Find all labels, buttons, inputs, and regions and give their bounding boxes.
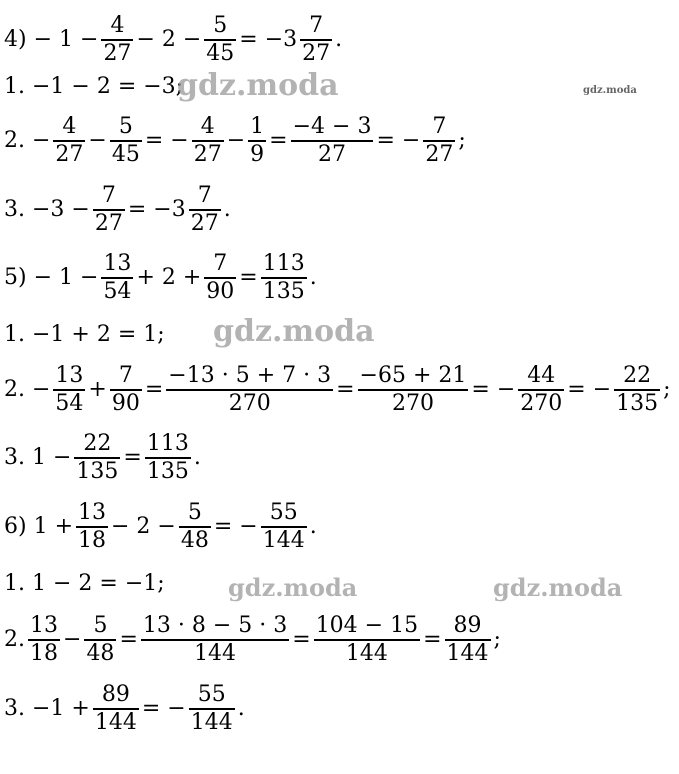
math-text: . — [237, 695, 245, 721]
denominator: 54 — [103, 278, 132, 304]
fraction — [248, 116, 266, 166]
fraction — [93, 684, 139, 734]
math-text: . — [335, 26, 343, 52]
fraction — [192, 116, 224, 166]
fraction — [166, 365, 333, 415]
denominator: 144 — [194, 640, 237, 666]
math-text: = — [292, 626, 311, 652]
fraction — [261, 502, 307, 552]
fraction — [110, 116, 142, 166]
math-text: ; — [493, 626, 501, 652]
math-text: − — [63, 626, 82, 652]
line-4 — [4, 15, 342, 65]
denominator: 48 — [180, 527, 209, 553]
line-4-2 — [4, 116, 466, 166]
fraction — [28, 615, 60, 665]
numerator: 7 — [101, 183, 116, 208]
line-6-1 — [4, 573, 165, 595]
math-text: = — [119, 626, 138, 652]
fraction — [314, 615, 420, 665]
denominator: 270 — [520, 390, 563, 416]
math-text: = — [239, 264, 258, 290]
math-text: = — [269, 127, 288, 153]
math-text: 3. 1 − — [4, 444, 72, 470]
line-4-3 — [4, 185, 231, 235]
denominator: 90 — [111, 390, 140, 416]
math-text: 3. −3 − — [4, 196, 90, 222]
numerator: 1 — [250, 114, 265, 139]
numerator: 7 — [118, 363, 133, 388]
math-text: − 2 − — [111, 513, 176, 539]
denominator: 27 — [425, 141, 454, 167]
numerator: −13 · 5 + 7 · 3 — [168, 363, 332, 388]
numerator: 104 − 15 — [315, 613, 419, 638]
math-text: 3. −1 + — [4, 695, 90, 721]
line-6 — [4, 502, 317, 552]
fraction — [189, 185, 221, 235]
line-5 — [4, 253, 317, 303]
math-text: = −3 — [127, 196, 186, 222]
denominator: 135 — [262, 278, 305, 304]
math-text: 4) − 1 − — [4, 26, 99, 52]
denominator: 27 — [190, 210, 219, 236]
fraction — [614, 365, 660, 415]
denominator: 27 — [103, 40, 132, 66]
math-text: ; — [663, 376, 671, 402]
fraction — [300, 15, 332, 65]
fraction — [179, 502, 211, 552]
math-text: = — [123, 444, 142, 470]
math-text: 5) − 1 − — [4, 264, 99, 290]
denominator: 45 — [206, 40, 235, 66]
numerator: 22 — [623, 363, 652, 388]
math-text: . — [223, 196, 231, 222]
math-text: 6) 1 + — [4, 513, 73, 539]
numerator: 7 — [213, 251, 228, 276]
watermark: gdz.moda — [213, 314, 375, 349]
denominator: 54 — [55, 390, 84, 416]
line-6-2 — [4, 615, 501, 665]
fraction — [518, 365, 564, 415]
denominator: 18 — [78, 527, 106, 553]
denominator: 135 — [616, 390, 659, 416]
numerator: 4 — [62, 114, 77, 139]
math-text: = − — [567, 376, 612, 402]
fraction — [423, 116, 455, 166]
fraction — [204, 253, 236, 303]
math-text: − — [88, 127, 107, 153]
numerator: 113 — [146, 431, 189, 456]
line-4-1 — [4, 76, 183, 98]
denominator: 27 — [302, 40, 331, 66]
fraction — [53, 365, 85, 415]
fraction — [261, 253, 307, 303]
numerator: 5 — [118, 114, 133, 139]
denominator: 27 — [318, 141, 347, 167]
math-text: = — [336, 376, 355, 402]
numerator: 7 — [309, 13, 324, 38]
numerator: 13 · 8 − 5 · 3 — [142, 613, 288, 638]
math-text: = — [144, 376, 164, 402]
denominator: 9 — [250, 141, 265, 167]
math-text: = — [423, 626, 442, 652]
line-5-1 — [4, 324, 165, 346]
numerator: 7 — [432, 114, 447, 139]
math-text: . — [309, 513, 317, 539]
numerator: 13 — [30, 613, 58, 638]
fraction — [189, 684, 235, 734]
numerator: 7 — [197, 183, 212, 208]
math-text: = − — [376, 127, 421, 153]
denominator: 144 — [262, 527, 305, 553]
math-text: 1. 1 − 2 = −1; — [4, 571, 165, 596]
denominator: 144 — [345, 640, 388, 666]
numerator: 55 — [197, 682, 226, 707]
denominator: 270 — [228, 390, 271, 416]
line-6-3 — [4, 684, 245, 734]
fraction — [93, 185, 125, 235]
numerator: 5 — [213, 13, 228, 38]
denominator: 270 — [391, 390, 434, 416]
numerator: 55 — [269, 500, 298, 525]
numerator: 5 — [93, 613, 108, 638]
denominator: 144 — [190, 709, 233, 735]
fraction — [101, 253, 133, 303]
math-text: = −3 — [239, 26, 298, 52]
denominator: 135 — [76, 458, 119, 484]
denominator: 135 — [146, 458, 189, 484]
math-text: 2. − — [4, 376, 51, 402]
numerator: 4 — [200, 114, 215, 139]
line-5-3 — [4, 433, 201, 483]
math-text: = − — [471, 376, 516, 402]
numerator: 22 — [83, 431, 112, 456]
fraction — [141, 615, 289, 665]
numerator: 113 — [262, 251, 305, 276]
denominator: 90 — [206, 278, 235, 304]
math-text: = − — [213, 513, 258, 539]
numerator: 44 — [527, 363, 556, 388]
line-5-2 — [4, 365, 671, 415]
watermark: gdz.moda — [177, 68, 339, 103]
numerator: 13 — [103, 251, 132, 276]
fraction — [445, 615, 491, 665]
math-text: . — [309, 264, 317, 290]
denominator: 144 — [446, 640, 489, 666]
denominator: 48 — [86, 640, 115, 666]
denominator: 144 — [94, 709, 137, 735]
fraction — [53, 116, 85, 166]
numerator: 13 — [78, 500, 106, 525]
math-text: 1. −1 − 2 = −3; — [4, 74, 184, 99]
fraction — [110, 365, 142, 415]
watermark: gdz.moda — [228, 573, 358, 602]
math-text: − 2 − — [136, 26, 202, 52]
math-text: = − — [144, 127, 189, 153]
math-text: − — [226, 127, 246, 153]
numerator: 5 — [187, 500, 202, 525]
watermark: gdz.moda — [583, 85, 637, 96]
math-text: + 2 + — [136, 264, 202, 290]
math-text: + — [88, 376, 107, 402]
numerator: −4 − 3 — [292, 114, 372, 139]
numerator: 4 — [110, 13, 125, 38]
fraction — [358, 365, 469, 415]
numerator: −65 + 21 — [359, 363, 467, 388]
denominator: 27 — [55, 141, 84, 167]
fraction — [101, 15, 133, 65]
numerator: 13 — [55, 363, 84, 388]
math-text: 2. − — [4, 127, 51, 153]
math-text: ; — [458, 127, 466, 153]
denominator: 18 — [30, 640, 58, 666]
denominator: 45 — [111, 141, 140, 167]
fraction — [204, 15, 236, 65]
fraction — [291, 116, 374, 166]
fraction — [145, 433, 191, 483]
denominator: 27 — [193, 141, 222, 167]
fraction — [84, 615, 116, 665]
math-text: . — [193, 444, 201, 470]
watermark: gdz.moda — [493, 573, 623, 602]
numerator: 89 — [453, 613, 482, 638]
fraction — [74, 433, 120, 483]
math-text: 2. — [4, 626, 25, 652]
fraction — [76, 502, 108, 552]
math-text: = − — [141, 695, 186, 721]
numerator: 89 — [101, 682, 130, 707]
denominator: 27 — [94, 210, 123, 236]
math-text: 1. −1 + 2 = 1; — [4, 322, 165, 347]
